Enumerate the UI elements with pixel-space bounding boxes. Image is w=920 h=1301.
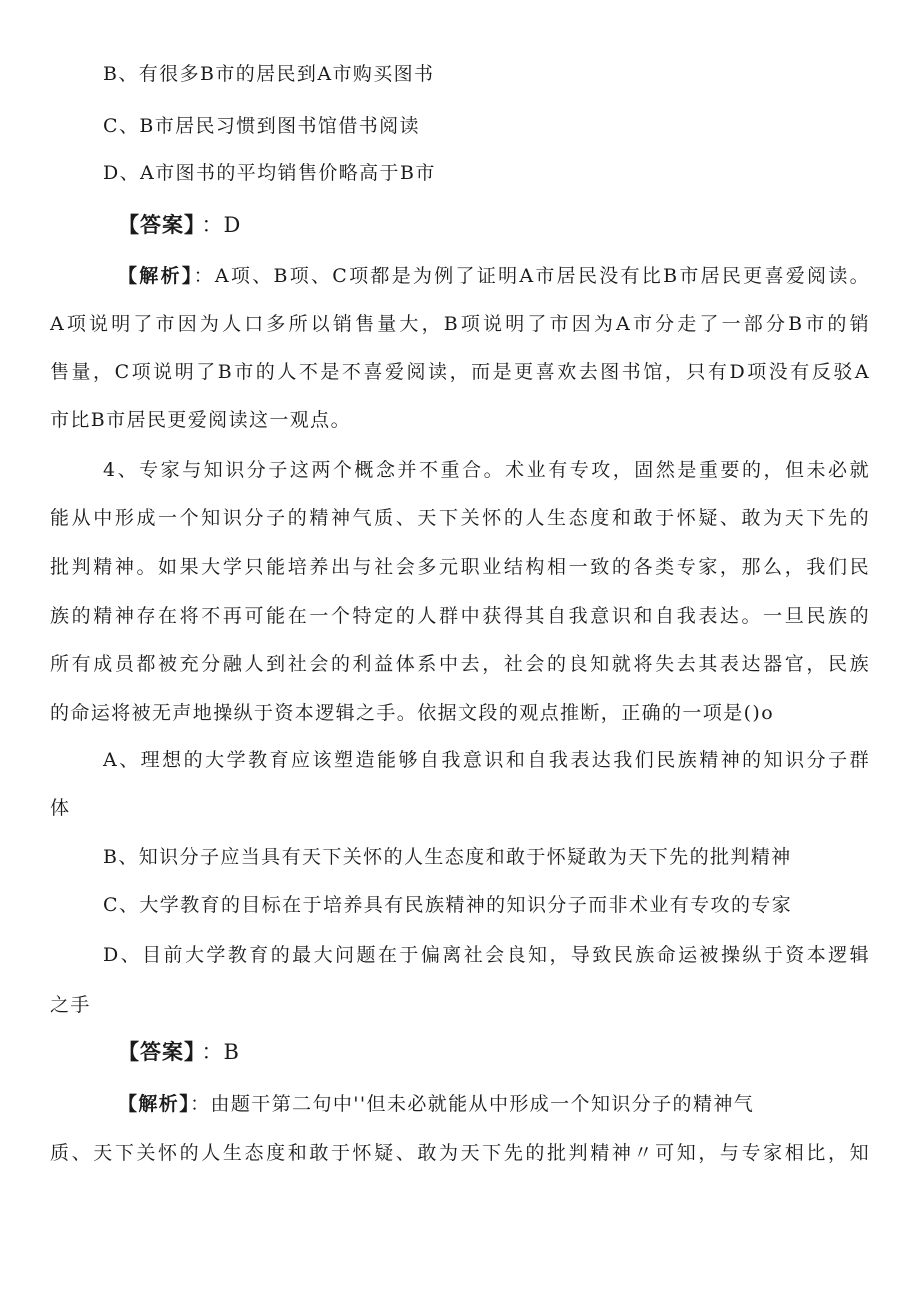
answer-value: ：D xyxy=(201,213,242,237)
answer-label: 【答案】 xyxy=(118,1040,196,1064)
option-b: B、知识分子应当具有天下关怀的人生态度和敢于怀疑敢为天下先的批判精神 xyxy=(103,846,792,868)
question-stem-line: 能从中形成一个知识分子的精神气质、天下关怀的人生态度和敢于怀疑、敢为天下先的 xyxy=(50,507,870,529)
answer-line xyxy=(118,213,241,237)
option-b: B、有很多B市的居民到A市购买图书 xyxy=(103,63,435,85)
question-stem-line: 的命运将被无声地操纵于资本逻辑之手。依据文段的观点推断，正确的一项是()o xyxy=(50,702,775,724)
question-stem-line: 4、专家与知识分子这两个概念并不重合。术业有专攻，固然是重要的，但未必就 xyxy=(103,459,870,481)
analysis-paragraph-line xyxy=(118,1092,754,1116)
analysis-text-line: 售量，C项说明了B市的人不是不喜爱阅读，而是更喜欢去图书馆，只有D项没有反驳A xyxy=(50,361,870,383)
option-d: D、目前大学教育的最大问题在于偏离社会良知，导致民族命运被操纵于资本逻辑 xyxy=(103,944,870,966)
analysis-label: 【解析】 xyxy=(118,1093,191,1115)
analysis-text-line: 市比B市居民更爱阅读这一观点。 xyxy=(50,409,351,431)
option-d-continued: 之手 xyxy=(50,994,91,1016)
question-stem-line: 批判精神。如果大学只能培养出与社会多元职业结构相一致的各类专家，那么，我们民 xyxy=(50,556,870,578)
analysis-text: ：A项、B项、C项都是为例了证明A市居民没有比B市居民更喜爱阅读。 xyxy=(193,265,870,287)
analysis-text: ：由题干第二句中''但未必就能从中形成一个知识分子的精神气 xyxy=(190,1093,755,1115)
option-c: C、大学教育的目标在于培养具有民族精神的知识分子而非术业有专攻的专家 xyxy=(103,894,793,916)
analysis-paragraph-line xyxy=(118,264,870,288)
option-a-continued: 体 xyxy=(50,797,71,819)
analysis-text-line: 质、天下关怀的人生态度和敢于怀疑、敢为天下先的批判精神〃可知，与专家相比，知 xyxy=(50,1142,870,1164)
answer-label: 【答案】 xyxy=(118,213,196,237)
answer-line xyxy=(118,1040,240,1064)
answer-value: ：B xyxy=(201,1040,240,1064)
option-c: C、B市居民习惯到图书馆借书阅读 xyxy=(103,115,420,137)
option-a: A、理想的大学教育应该塑造能够自我意识和自我表达我们民族精神的知识分子群 xyxy=(103,749,870,771)
question-stem-line: 族的精神存在将不再可能在一个特定的人群中获得其自我意识和自我表达。一旦民族的 xyxy=(50,605,870,627)
analysis-text-line: A项说明了市因为人口多所以销售量大，B项说明了市因为A市分走了一部分B市的销 xyxy=(50,313,870,335)
question-stem-line: 所有成员都被充分融人到社会的利益体系中去，社会的良知就将失去其表达器官，民族 xyxy=(50,653,870,675)
analysis-label: 【解析】 xyxy=(118,265,194,287)
option-d: D、A市图书的平均销售价略高于B市 xyxy=(103,162,436,184)
